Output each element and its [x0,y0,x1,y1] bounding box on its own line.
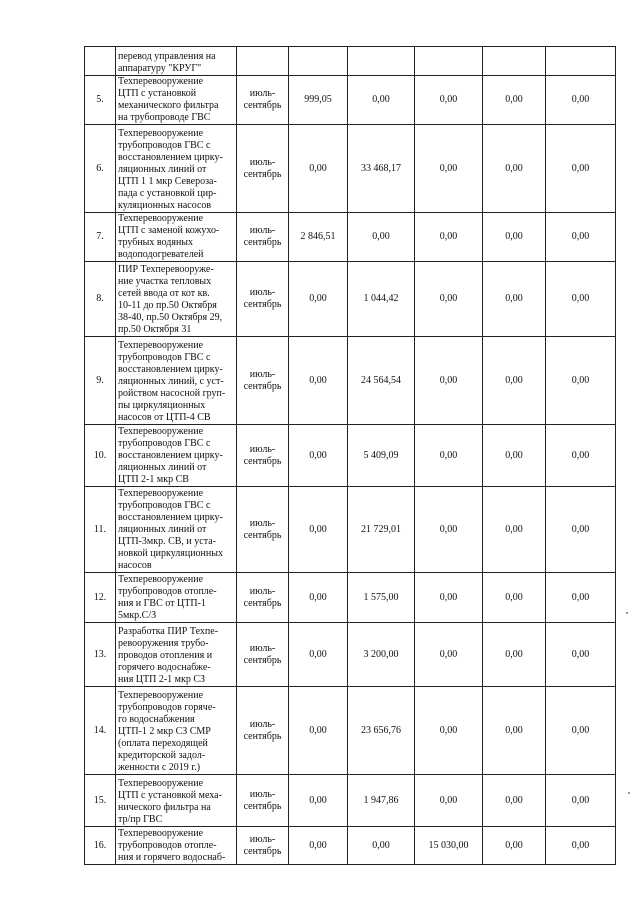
value-col-4-cell [483,47,546,76]
table-body [85,47,616,865]
work-description-cell [116,337,237,425]
work-description-cell [116,487,237,573]
value-col-3: 0,00 [439,94,458,105]
value-col-1: 0,00 [309,293,327,304]
work-description: Разработка ПИР Техпе- ревооружения трубо- проводов отопления и горячего водоснабже- ния ЦТП 2-1 мкр СЗ [118,626,219,685]
value-col-5: 0,00 [571,724,590,736]
work-period-cell [237,47,289,76]
work-period: июль- сентябрь [243,156,282,180]
scan-speck [628,792,630,794]
value-col-1-cell [289,262,348,337]
value-col-4: 0,00 [505,839,523,851]
value-col-3: 15 030,00 [428,839,469,851]
value-col-5-cell [546,827,616,865]
value-col-4-cell [483,262,546,337]
value-col-5: 0,00 [571,293,590,304]
value-col-1: 0,00 [309,449,327,461]
value-col-4-cell [483,775,546,827]
row-number-cell [85,337,116,425]
row-number: 8. [96,293,104,304]
row-number: 15. [93,794,107,806]
value-col-3: 0,00 [439,523,458,535]
work-period-cell [237,775,289,827]
work-description: Техперевооружение трубопроводов отопле- ния и ГВС от ЦТП-1 5мкр.С/З [118,574,217,621]
value-col-4: 0,00 [505,449,523,461]
table-row [85,262,616,337]
value-col-5-cell [546,213,616,262]
table-row [85,573,616,623]
value-col-3-cell [415,775,483,827]
row-number-cell [85,775,116,827]
work-description-cell [116,573,237,623]
value-col-4: 0,00 [505,591,523,603]
value-col-5-cell [546,687,616,775]
value-col-4: 0,00 [505,648,523,660]
table-row [85,76,616,125]
row-number-cell [85,487,116,573]
value-col-3-cell [415,487,483,573]
value-col-2-cell [348,687,415,775]
value-col-1: 0,00 [309,591,327,603]
value-col-2-cell [348,573,415,623]
value-col-4: 0,00 [505,293,523,304]
row-number-cell [85,623,116,687]
work-description: Техперевооружение трубопроводов ГВС с восстановлением цирку- ляционных линий, с уст- ройством насосной груп- пы циркуляционных насосов от ЦТП-4 СВ [118,340,226,423]
value-col-2: 0,00 [372,94,390,105]
value-col-2: 1 947,86 [363,794,399,806]
table-row [85,125,616,213]
value-col-1-cell [289,687,348,775]
work-period-cell [237,623,289,687]
work-period-cell [237,337,289,425]
value-col-1: 0,00 [309,794,327,806]
value-col-5: 0,00 [571,162,590,174]
value-col-1-cell [289,623,348,687]
value-col-1-cell [289,775,348,827]
work-period: июль- сентябрь [243,585,282,609]
value-col-4-cell [483,573,546,623]
value-col-5: 0,00 [571,839,590,851]
row-number-cell [85,125,116,213]
work-description: Техперевооружение трубопроводов горяче- го водоснабжения ЦТП-1 2 мкр СЗ СМР (оплата переходящей кредиторской задол- женности с 2019 г.) [118,690,216,773]
value-col-3-cell [415,125,483,213]
value-col-2: 1 044,42 [363,293,399,304]
value-col-1-cell [289,213,348,262]
value-col-2: 3 200,00 [363,648,399,660]
work-period-cell [237,76,289,125]
value-col-4: 0,00 [505,724,523,736]
value-col-1-cell [289,573,348,623]
value-col-4-cell [483,76,546,125]
value-col-4: 0,00 [505,374,523,386]
value-col-2-cell [348,76,415,125]
value-col-1-cell [289,337,348,425]
value-col-3: 0,00 [439,162,458,174]
value-col-1: 0,00 [309,839,327,851]
work-description: Техперевооружение ЦТП с установкой механического фильтра на трубопроводе ГВС [118,76,219,123]
value-col-2-cell [348,775,415,827]
value-col-4: 0,00 [505,231,523,242]
value-col-5-cell [546,337,616,425]
row-number-cell [85,213,116,262]
work-period-cell [237,687,289,775]
value-col-1-cell [289,827,348,865]
work-description-cell [116,262,237,337]
value-col-5-cell [546,47,616,76]
value-col-3: 0,00 [439,449,458,461]
table-row [85,827,616,865]
value-col-1: 0,00 [309,162,327,174]
value-col-2: 5 409,09 [363,449,399,461]
work-period: июль- сентябрь [243,368,282,392]
value-col-5-cell [546,76,616,125]
value-col-2: 21 729,01 [361,523,401,535]
value-col-1-cell [289,487,348,573]
table-row [85,487,616,573]
value-col-3: 0,00 [439,794,458,806]
value-col-3-cell [415,687,483,775]
value-col-2-cell [348,337,415,425]
table-row [85,687,616,775]
row-number-cell [85,573,116,623]
value-col-5: 0,00 [571,523,590,535]
value-col-5: 0,00 [571,94,590,105]
work-period: июль- сентябрь [243,88,282,111]
value-col-5-cell [546,262,616,337]
value-col-5-cell [546,775,616,827]
table-row [85,47,616,76]
value-col-3-cell [415,337,483,425]
value-col-3-cell [415,213,483,262]
work-description: Техперевооружение трубопроводов ГВС с восстановлением цирку- ляционных линий от ЦТП 2-1 мкр СВ [118,426,223,485]
row-number-cell [85,425,116,487]
value-col-3-cell [415,76,483,125]
value-col-3: 0,00 [439,591,458,603]
work-period: июль- сентябрь [243,642,282,666]
value-col-1-cell [289,76,348,125]
work-period-cell [237,827,289,865]
row-number-cell [85,827,116,865]
work-period-cell [237,487,289,573]
row-number: 6. [96,162,104,174]
work-description: Техперевооружение трубопроводов ГВС с восстановлением цирку- ляционных линий от ЦТП-3мкр. СВ, и уста- новкой циркуляционных насосов [118,488,223,571]
value-col-3: 0,00 [439,293,458,304]
value-col-5-cell [546,573,616,623]
value-col-4: 0,00 [505,94,523,105]
value-col-3-cell [415,573,483,623]
row-number: 5. [96,94,104,105]
value-col-4-cell [483,623,546,687]
value-col-3-cell [415,47,483,76]
value-col-2: 0,00 [372,839,390,851]
value-col-2-cell [348,125,415,213]
work-description: Техперевооружение ЦТП с заменой кожухо- трубных водяных водоподогревателей [118,213,220,260]
value-col-3: 0,00 [439,374,458,386]
value-col-4-cell [483,337,546,425]
value-col-1: 0,00 [309,724,327,736]
table-row [85,425,616,487]
value-col-2-cell [348,47,415,76]
work-period: июль- сентябрь [243,833,282,857]
value-col-5: 0,00 [571,231,590,242]
value-col-2: 1 575,00 [363,591,399,603]
row-number: 14. [93,724,107,736]
work-period: июль- сентябрь [243,718,282,742]
value-col-1: 0,00 [309,523,327,535]
value-col-2-cell [348,262,415,337]
row-number-cell [85,262,116,337]
value-col-1: 999,05 [304,94,332,105]
value-col-5: 0,00 [571,648,590,660]
value-col-4: 0,00 [505,523,523,535]
row-number: 13. [93,648,107,660]
value-col-3: 0,00 [439,231,458,242]
value-col-2-cell [348,213,415,262]
work-description-cell [116,213,237,262]
work-period-cell [237,213,289,262]
value-col-2-cell [348,425,415,487]
value-col-3-cell [415,262,483,337]
value-col-3: 0,00 [439,724,458,736]
work-description: ПИР Техперевооруже- ние участка тепловых сетей ввода от кот кв. 10-11 до пр.50 Октября 38-40, пр.50 Октября 29, пр.50 Октября 31 [118,264,223,335]
work-period-cell [237,573,289,623]
scan-speck [626,612,628,614]
value-col-4-cell [483,125,546,213]
value-col-1: 0,00 [309,374,327,386]
value-col-2: 23 656,76 [361,724,401,736]
work-period: июль- сентябрь [243,517,282,541]
row-number-cell [85,47,116,76]
value-col-3-cell [415,425,483,487]
value-col-1: 0,00 [309,648,327,660]
row-number-cell [85,76,116,125]
value-col-3: 0,00 [439,648,458,660]
work-description-cell [116,623,237,687]
value-col-2-cell [348,487,415,573]
value-col-5: 0,00 [571,374,590,386]
table-row [85,213,616,262]
value-col-5-cell [546,125,616,213]
value-col-5: 0,00 [571,449,590,461]
value-col-4: 0,00 [505,162,523,174]
work-description-cell [116,125,237,213]
value-col-4: 0,00 [505,794,523,806]
work-description-cell [116,76,237,125]
work-description-cell [116,687,237,775]
work-description-cell [116,425,237,487]
work-description-cell [116,827,237,865]
work-description-cell [116,775,237,827]
value-col-5-cell [546,487,616,573]
row-number: 10. [93,449,107,461]
table-row [85,623,616,687]
value-col-2: 0,00 [372,231,390,242]
row-number-cell [85,687,116,775]
value-col-4-cell [483,827,546,865]
row-number: 9. [96,374,104,386]
row-number: 12. [93,591,107,603]
work-period: июль- сентябрь [243,287,282,310]
value-col-2-cell [348,827,415,865]
work-description: Техперевооружение трубопроводов ГВС с восстановлением цирку- ляционных линий от ЦТП 1 1 мкр Североза- пада с установкой цир- куляционных насосов [118,128,223,211]
value-col-5-cell [546,425,616,487]
row-number: 16. [93,839,107,851]
investment-program-table [84,46,616,865]
work-period-cell [237,262,289,337]
value-col-2-cell [348,623,415,687]
table-row [85,775,616,827]
value-col-3-cell [415,827,483,865]
work-description-cell [116,47,237,76]
work-period: июль- сентябрь [243,788,282,812]
work-period-cell [237,425,289,487]
work-period: июль- сентябрь [243,443,282,467]
value-col-5: 0,00 [571,591,590,603]
value-col-4-cell [483,687,546,775]
value-col-5: 0,00 [571,794,590,806]
value-col-1: 2 846,51 [300,231,336,242]
row-number: 7. [96,231,104,242]
work-period-cell [237,125,289,213]
work-description: перевод управления на аппаратуру "КРУГ" [118,51,216,74]
value-col-3-cell [415,623,483,687]
value-col-4-cell [483,425,546,487]
table-row [85,337,616,425]
row-number: 11. [93,523,107,535]
value-col-4-cell [483,487,546,573]
work-description: Техперевооружение трубопроводов отопле- ния и горячего водоснаб- [118,828,226,863]
work-description: Техперевооружение ЦТП с установкой меха- нического фильтра на тр/пр ГВС [118,778,222,825]
value-col-1-cell [289,47,348,76]
value-col-4-cell [483,213,546,262]
value-col-5-cell [546,623,616,687]
value-col-2: 24 564,54 [361,374,401,386]
value-col-2: 33 468,17 [361,162,401,174]
value-col-1-cell [289,125,348,213]
work-period: июль- сентябрь [243,225,282,248]
value-col-1-cell [289,425,348,487]
